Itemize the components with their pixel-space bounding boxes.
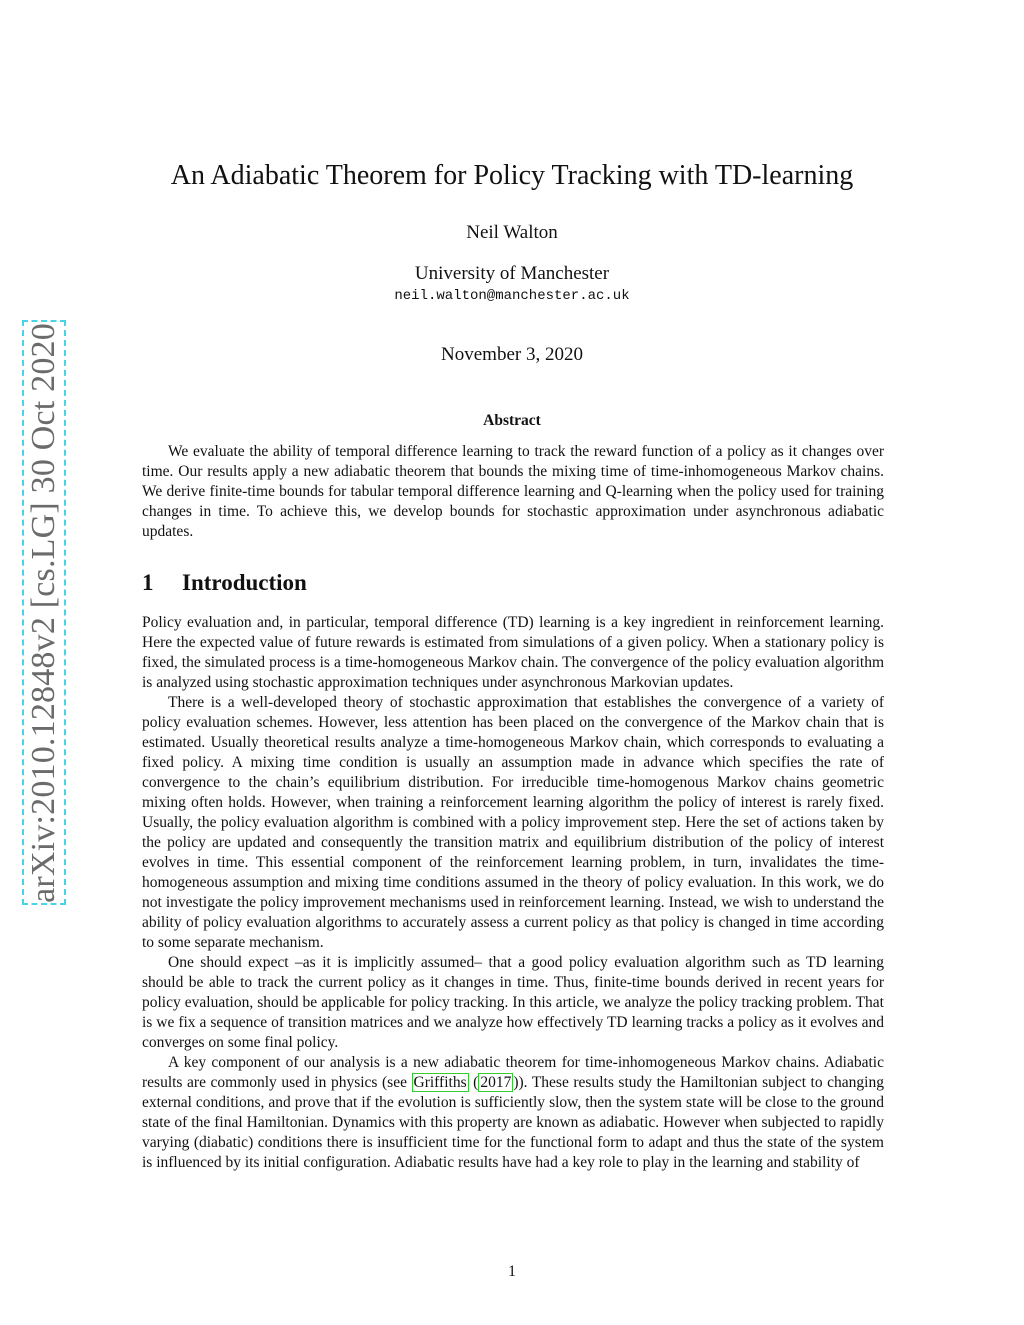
arxiv-identifier-stamp <box>22 320 66 905</box>
paragraph-3: One should expect –as it is implicitly assumed– that a good policy evaluation algorithm such as TD learning should be able to track the current policy as it changes in time. Thus, finite-time bounds derived in recent years for policy evaluation, should be applicable for policy tracking. In this article, we analyze the policy tracking problem. That is we fix a sequence of transition matrices and we analyze how effectively TD learning tracks a policy as it evolves and converges on some final policy. <box>142 954 884 1051</box>
abstract-heading: Abstract <box>483 412 541 429</box>
section-body <box>142 613 884 1173</box>
section-title: Introduction <box>182 570 307 595</box>
abstract-text: We evaluate the ability of temporal difference learning to track the reward function of a policy as it changes over time. Our results apply a new adiabatic theorem that bounds the mixing time of time-inhomogeneous Markov chains. We derive finite-time bounds for tabular temporal difference learning and Q-learning when the policy used for training changes in time. To achieve this, we develop bounds for stochastic approximation under asynchronous adiabatic updates. <box>142 443 884 540</box>
section-heading <box>142 570 307 596</box>
author-affiliation: University of Manchester <box>414 263 610 284</box>
paragraph-4-text-after: ). These results study the Hamiltonian subject to changing external conditions, and prove that if the evolution is sufficiently slow, then the system state will be close to the ground state of the final Hamiltonian. Dynamics with this property are known as adiabatic. However when subjected to rapidly varying (diabatic) conditions there is insufficient time for the functional form to adapt and thus the state of the system is influenced by its initial configuration. Adiabatic results have had a key role to play in the learning and stability of <box>142 1074 884 1171</box>
author-email[interactable]: neil.walton@manchester.ac.uk <box>394 288 630 304</box>
citation-link-year[interactable]: 2017 <box>480 1074 512 1091</box>
citation-close-paren: ) <box>513 1074 519 1091</box>
paragraph-2: There is a well-developed theory of stochastic approximation that establishes the convergence of a variety of policy evaluation schemes. However, less attention has been placed on the convergence of the Markov chain that is estimated. Usually theoretical results analyze a time-homogeneous Markov chain, which corresponds to evaluating a fixed policy. A mixing time condition is usually an assumption made in advance which specifies the rate of convergence to the chain’s equilibrium distribution. For irreducible time-homogenous Markov chains geometric mixing often holds. However, when training a reinforcement learning algorithm the policy of interest is rarely fixed. Usually, the policy evaluation algorithm is combined with a policy improvement step. Here the set of actions taken by the policy are updated and consequently the transition matrix and equilibrium distribution of the policy of interest evolves in time. This essential component of the reinforcement learning problem, in turn, invalidates the time-homogeneous assumption and mixing time conditions assumed in the theory of policy evaluation. In this work, we do not investigate the policy improvement mechanisms used in reinforcement learning. Instead, we wish to understand the ability of policy evaluation algorithms to accurately assess a current policy as that policy is changed in time according to some separate mechanism. <box>142 694 884 951</box>
paragraph-4-text-before: A key component of our analysis is a new adiabatic theorem for time-inhomogeneous Markov chains. Adiabatic results are commonly used in physics (see <box>142 1054 884 1091</box>
paragraph-4 <box>142 1053 884 1173</box>
paper-title: An Adiabatic Theorem for Policy Tracking with TD-learning <box>170 160 854 191</box>
paragraph-1: Policy evaluation and, in particular, temporal difference (TD) learning is a key ingredient in reinforcement learning. Here the expected value of future rewards is estimated from simulations of a given policy. When a stationary policy is fixed, the simulated process is a time-homogeneous Markov chain. The convergence of the policy evaluation algorithm is analyzed using stochastic approximation techniques under asynchronous Markovian updates. <box>142 614 884 691</box>
arxiv-identifier-text: arXiv:2010.12848v2 [cs.LG] 30 Oct 2020 <box>25 322 62 903</box>
author-name: Neil Walton <box>466 222 558 243</box>
citation-open-paren: ( <box>468 1074 479 1091</box>
paper-date: November 3, 2020 <box>441 344 583 365</box>
citation-link-griffiths[interactable]: Griffiths <box>413 1074 467 1091</box>
section-number: 1 <box>142 570 154 595</box>
page-number: 1 <box>508 1263 516 1280</box>
